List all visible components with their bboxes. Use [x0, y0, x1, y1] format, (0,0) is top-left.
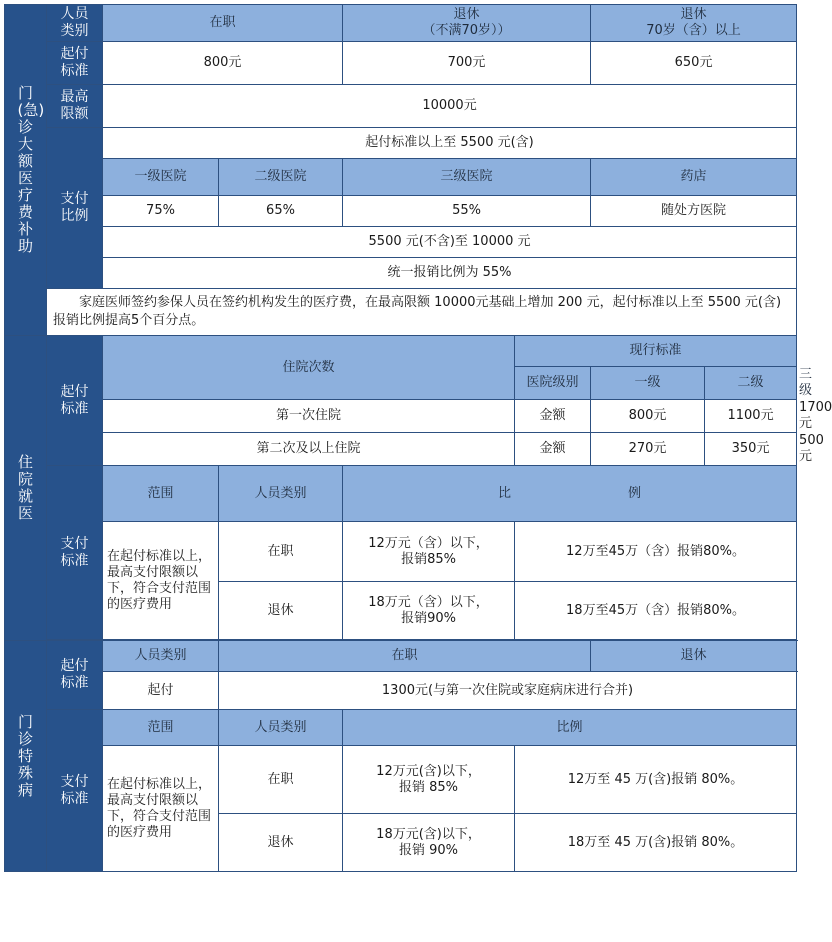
special-scope-header: 范围	[103, 710, 219, 746]
hosp-level-row: 医院级别 一级 二级 三级	[5, 367, 797, 400]
first-admission-item: 金额	[515, 400, 591, 433]
range2-row	[5, 227, 797, 258]
level2-ratio: 65%	[219, 196, 343, 227]
hospital-level-header: 医院级别	[515, 367, 591, 400]
deductible-label: 起付 标准	[47, 42, 103, 85]
range1-text: 起付标准以上至 5500 元(含)	[103, 128, 797, 159]
second-admission-label: 第二次及以上住院	[103, 433, 515, 466]
deductible-retired-under70: 700元	[343, 42, 591, 85]
special-in-service-row	[5, 746, 797, 814]
in-service-header: 在职	[103, 5, 343, 42]
family-doctor-note: 家庭医师签约参保人员在签约机构发生的医疗费，在最高限额 10000元基础上增加 200 元，起付标准以上至 5500 元(含)报销比例提高5个百分点。	[47, 289, 797, 336]
payment-ratio-label: 支付 比例	[47, 128, 103, 289]
unified-ratio-text: 统一报销比例为 55%	[103, 258, 797, 289]
special-scope-text: 在起付标准以上，最高支付限额以下，符合支付范围的医疗费用	[103, 746, 219, 872]
special-payment-label: 支付 标准	[47, 710, 103, 872]
special-in-service-header: 在职	[219, 641, 591, 672]
deductible-row	[5, 42, 797, 85]
second-admission-level1: 270元	[591, 433, 705, 466]
hospitalization-section-header: 住院就医	[5, 336, 47, 641]
hosp-in-service-low: 12万元（含）以下， 报销85%	[343, 522, 515, 582]
special-deductible-row-label: 起付	[103, 672, 219, 710]
hosp-header-row	[5, 336, 797, 367]
hosp-payment-label: 支付 标准	[47, 466, 103, 640]
hosp-retired-high: 18万至45万（含）报销80%。	[515, 582, 797, 640]
max-limit-label: 最高 限额	[47, 85, 103, 128]
level3-hospital-header: 三级医院	[343, 159, 591, 196]
hosp-in-service-high: 12万至45万（含）报销80%。	[515, 522, 797, 582]
hosp-in-service-row	[5, 522, 797, 582]
persons-label: 人员 类别	[47, 5, 103, 42]
second-admission-item: 金额	[515, 433, 591, 466]
special-in-service-high: 12万至 45 万(含)报销 80%。	[515, 746, 797, 814]
hospital-level-row	[5, 159, 797, 196]
special-deductible-row	[5, 672, 797, 710]
outpatient-major-section-header: 门(急)诊大额医疗费补助	[5, 5, 47, 336]
retired-under70-header: 退休 （不满70岁））	[343, 5, 591, 42]
admission-times-header: 住院次数	[103, 336, 515, 400]
current-standard-header: 现行标准	[515, 336, 797, 367]
deductible-in-service: 800元	[103, 42, 343, 85]
special-persons-col-header: 人员类别	[219, 710, 343, 746]
retired-70plus-header: 退休 70岁（含）以上	[591, 5, 797, 42]
special-in-service-label: 在职	[219, 746, 343, 814]
level1-header: 一级	[591, 367, 705, 400]
medical-insurance-table	[4, 4, 832, 872]
persons-row	[5, 5, 797, 42]
special-persons-header: 人员类别	[103, 641, 219, 672]
special-persons-row	[5, 641, 797, 672]
first-admission-label: 第一次住院	[103, 400, 515, 433]
ratio-row	[5, 196, 797, 227]
max-limit-row	[5, 85, 797, 128]
level3-ratio: 55%	[343, 196, 591, 227]
deductible-retired-70plus: 650元	[591, 42, 797, 85]
hosp-payment-header-row	[5, 466, 797, 522]
range1-row	[5, 128, 797, 159]
first-admission-row: 第一次住院 金额 800元 1100元 1700元	[5, 400, 797, 433]
unified-row	[5, 258, 797, 289]
special-payment-header-row	[5, 710, 797, 746]
level1-hospital-header: 一级医院	[103, 159, 219, 196]
pharmacy-header: 药店	[591, 159, 797, 196]
hosp-in-service-label: 在职	[219, 522, 343, 582]
special-retired-header: 退休	[591, 641, 797, 672]
special-retired-label: 退休	[219, 814, 343, 872]
hosp-deductible-label: 起付 标准	[47, 336, 103, 466]
max-limit-value: 10000元	[103, 85, 797, 128]
level2-header: 二级	[705, 367, 797, 400]
special-deductible-label: 起付 标准	[47, 641, 103, 710]
second-admission-level2: 350元	[705, 433, 797, 466]
range2-text: 5500 元(不含)至 10000 元	[103, 227, 797, 258]
special-retired-low: 18万元(含)以下， 报销 90%	[343, 814, 515, 872]
hosp-scope-header: 范围	[103, 466, 219, 522]
level1-ratio: 75%	[103, 196, 219, 227]
hosp-scope-text: 在起付标准以上，最高支付限额以下，符合支付范围的医疗费用	[103, 522, 219, 640]
hosp-persons-header: 人员类别	[219, 466, 343, 522]
note-row	[5, 289, 797, 336]
special-in-service-low: 12万元(含)以下， 报销 85%	[343, 746, 515, 814]
special-ratio-header: 比例	[343, 710, 797, 746]
pharmacy-ratio: 随处方医院	[591, 196, 797, 227]
first-admission-level2: 1100元	[705, 400, 797, 433]
special-deductible-value: 1300元(与第一次住院或家庭病床进行合并)	[219, 672, 797, 710]
hosp-retired-label: 退休	[219, 582, 343, 640]
special-disease-section-header: 门诊特殊病	[5, 641, 47, 872]
first-admission-level1: 800元	[591, 400, 705, 433]
special-retired-high: 18万至 45 万(含)报销 80%。	[515, 814, 797, 872]
second-admission-row: 第二次及以上住院 金额 270元 350元 500元	[5, 433, 797, 466]
hosp-ratio-header: 比 例	[343, 466, 797, 522]
level2-hospital-header: 二级医院	[219, 159, 343, 196]
hosp-retired-low: 18万元（含）以下， 报销90%	[343, 582, 515, 640]
